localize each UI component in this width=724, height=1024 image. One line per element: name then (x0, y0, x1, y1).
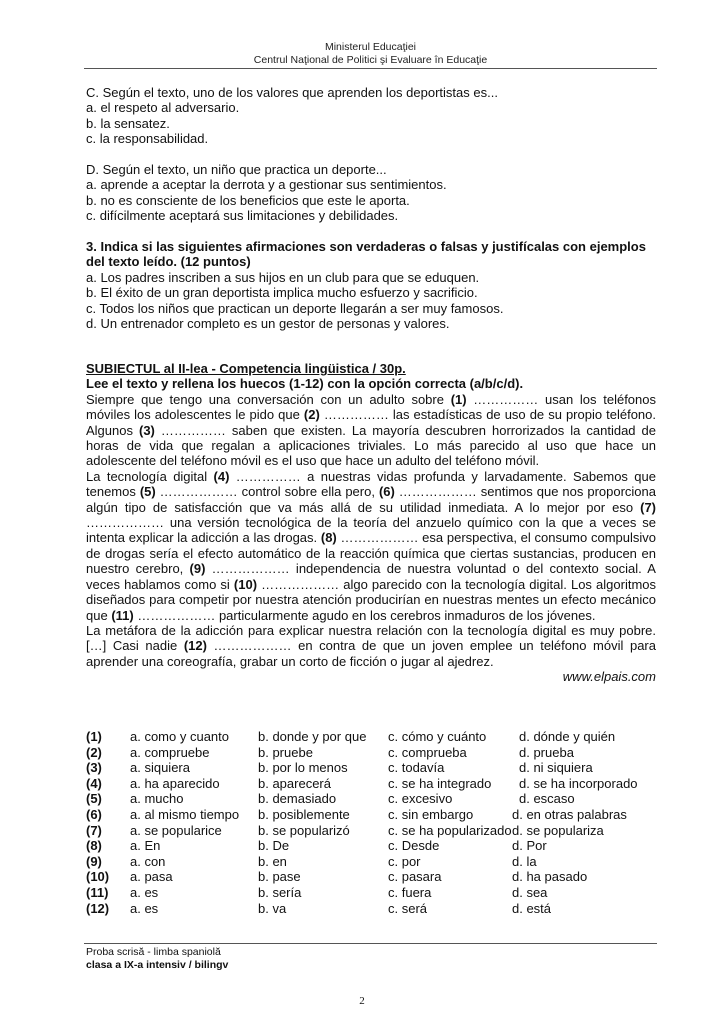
option-b: b. De (258, 838, 290, 854)
source-citation: www.elpais.com (562, 669, 656, 685)
comprehension-section (86, 85, 656, 331)
option-b: b. va (258, 900, 287, 916)
gap-11-label: (11) (111, 607, 134, 623)
text-run: ……………… algo parecido con la tecnología digital. Los algoritmos diseñados para competir por nuestra atención producirían en nuestras mentes un efecto mecánico que (86, 576, 656, 623)
linguistic-section (86, 361, 656, 685)
gap-5-label: (5) (139, 484, 156, 500)
gap-number: (1) (86, 729, 102, 744)
page-header (84, 41, 657, 67)
option-b: b. aparecerá (258, 775, 331, 791)
option-a: a. con (130, 853, 166, 869)
options-row-8 (86, 838, 666, 854)
option-a: a. como y cuanto (130, 729, 229, 744)
gap-10-label: (10) (233, 576, 258, 592)
options-row-10 (86, 869, 666, 885)
option-d: d. se populariza (512, 822, 604, 838)
option-b: b. por lo menos (258, 760, 348, 776)
gap-1-label: (1) (450, 391, 467, 407)
options-row-11 (86, 885, 666, 901)
gap-12-label: (12) (183, 638, 207, 654)
exercise-3-statement-b: b. El éxito de un gran deportista implica mucho esfuerzo y sacrificio. (86, 285, 478, 301)
option-b: b. se popularizó (258, 822, 350, 838)
text-run: ……………… en contra de que un joven emplee un teléfono móvil para aprender una coreografía, grabar un corto de ficción o jugar al ajedrez. (86, 638, 656, 669)
option-d: d. dónde y quién (519, 729, 616, 744)
options-row-1 (86, 729, 666, 745)
footer-exam-name: Proba scrisă - limba spaniolă (86, 946, 221, 958)
option-d: d. está (512, 900, 552, 916)
text-run: ……………… independencia de nuestra voluntad o del contexto social. A veces hablamos como si (86, 561, 656, 592)
text-run: La tecnología digital (86, 468, 214, 484)
gap-number: (3) (86, 760, 102, 776)
footer-divider (84, 943, 657, 944)
option-c: c. todavía (388, 760, 445, 776)
question-c-option-a: a. el respeto al adversario. (86, 100, 240, 116)
options-row-5 (86, 791, 666, 807)
option-d: d. prueba (519, 744, 574, 760)
option-a: a. al mismo tiempo (130, 806, 240, 822)
option-a: a. es (130, 884, 159, 900)
gap-6-label: (6) (378, 484, 395, 500)
exercise-3 (86, 239, 656, 331)
gap-3-label: (3) (139, 422, 155, 438)
text-run: ……………… particularmente agudo en los cerebros inmaduros de los jóvenes. (133, 607, 596, 623)
text-run: ……………… control sobre ella pero, (155, 484, 379, 500)
section-instruction: Lee el texto y rellena los huecos (1-12) con la opción correcta (a/b/c/d). (86, 376, 524, 392)
options-row-6 (86, 807, 666, 823)
exercise-3-title: 3. Indica si las siguientes afirmaciones son verdaderas o falsas y justifícalas con ejemplos del texto leído. (12 puntos) (86, 239, 646, 270)
option-b: b. donde y por que (258, 729, 367, 744)
option-b: b. en (258, 853, 287, 869)
text-run: La metáfora de la adicción para explicar nuestra relación con la tecnología digital es muy pobre. […] Casi nadie (86, 622, 656, 654)
text-run: ……………… sentimos que nos proporciona algún tipo de satisfacción que va más allá de su utilidad inmediata. A lo mejor por eso (86, 484, 656, 515)
cloze-paragraph-3 (86, 623, 656, 669)
option-a: a. es (130, 900, 159, 916)
options-row-12 (86, 901, 666, 917)
option-b: b. demasiado (258, 791, 337, 807)
text-run: …………… usan los teléfonos móviles los adolescentes le pido que (86, 391, 656, 423)
text-run: Siempre que tengo una conversación con un adulto sobre (86, 391, 451, 407)
option-c: c. por (388, 853, 421, 869)
gap-number: (8) (86, 838, 102, 854)
header-ministry: Ministerul Educaţiei (324, 41, 417, 53)
question-d (86, 162, 656, 224)
gap-number: (4) (86, 775, 102, 791)
gap-9-label: (9) (189, 561, 206, 577)
option-c: c. se ha integrado (388, 775, 492, 791)
footer-class: clasa a IX-a intensiv / bilingv (86, 958, 229, 971)
exercise-3-statement-d: d. Un entrenador completo es un gestor de personas y valores. (86, 316, 450, 332)
exercise-3-statement-a: a. Los padres inscriben a sus hijos en un club para que se eduquen. (86, 269, 480, 285)
text-run: …………… las estadísticas de uso de su propio teléfono. Algunos (86, 407, 657, 438)
gap-number: (9) (86, 853, 102, 869)
header-center: Centrul Naţional de Politici şi Evaluare în Educaţie (253, 54, 488, 66)
option-d: d. escaso (519, 791, 575, 807)
option-d: d. ha pasado (512, 869, 588, 885)
question-c-option-c: c. la responsabilidad. (86, 131, 209, 147)
option-a: a. compruebe (130, 744, 210, 760)
option-c: c. cómo y cuánto (388, 729, 487, 744)
header-divider (84, 68, 657, 69)
option-d: d. Por (512, 838, 547, 854)
option-d: d. se ha incorporado (519, 775, 638, 791)
options-row-9 (86, 854, 666, 870)
gap-number: (10) (86, 869, 110, 885)
question-c-option-b: b. la sensatez. (86, 115, 170, 131)
option-c: c. fuera (388, 884, 432, 900)
exercise-3-statement-c: c. Todos los niños que practican un deporte llegarán a ser muy famosos. (86, 300, 504, 316)
option-a: a. pasa (130, 869, 173, 885)
option-a: a. ha aparecido (130, 775, 220, 791)
answer-options-table (86, 729, 666, 916)
option-b: b. pruebe (258, 744, 313, 760)
question-d-stem: D. Según el texto, un niño que practica un deporte... (86, 162, 387, 178)
option-b: b. posiblemente (258, 806, 350, 822)
option-c: c. se ha popularizado (388, 822, 512, 838)
option-c: c. pasara (388, 869, 442, 885)
text-run: ……………… esa perspectiva, el consumo compulsivo de drogas sería el efecto automático de la reacción química que ciertas sustancias, producen en nuestro cerebro, (86, 530, 656, 577)
option-c: c. excesivo (388, 791, 453, 807)
question-d-option-b: b. no es consciente de los beneficios que este le aporta. (86, 192, 410, 208)
option-c: c. Desde (388, 838, 440, 854)
option-d: d. en otras palabras (512, 806, 627, 822)
text-run: …………… a nuestras vidas profunda y larvadamente. Sabemos que tenemos (86, 468, 656, 500)
text-run: …………… saben que existen. La mayoría descubren horrorizados la cantidad de horas de vida que regalan a aplicaciones triviales. Lo más parecido al uso que hace un adolescente del teléfono móvil es el uso que hace un adulto del teléfono móvil. (86, 422, 656, 469)
option-d: d. la (512, 853, 537, 869)
gap-2-label: (2) (303, 407, 320, 423)
question-d-option-a: a. aprende a aceptar la derrota y a gestionar sus sentimientos. (86, 177, 447, 193)
gap-number: (5) (86, 791, 102, 807)
gap-number: (2) (86, 744, 102, 760)
option-c: c. sin embargo (388, 806, 474, 822)
question-c (86, 85, 656, 147)
gap-4-label: (4) (213, 468, 230, 484)
question-c-stem: C. Según el texto, uno de los valores que aprenden los deportistas es... (86, 85, 498, 100)
cloze-paragraph-1 (86, 392, 656, 469)
option-d: d. sea (512, 884, 548, 900)
gap-number: (7) (86, 822, 102, 838)
options-row-3 (86, 760, 666, 776)
cloze-paragraph-2 (86, 469, 656, 623)
option-a: a. mucho (130, 791, 184, 807)
option-d: d. ni siquiera (519, 760, 593, 776)
section-heading: SUBIECTUL al II-lea - Competencia lingüistica / 30p. (86, 361, 406, 376)
page-number: 2 (359, 995, 365, 1007)
options-row-7 (86, 823, 666, 839)
gap-number: (6) (86, 806, 102, 822)
option-c: c. comprueba (388, 744, 467, 760)
gap-number: (12) (86, 900, 110, 916)
option-c: c. será (388, 900, 428, 916)
gap-7-label: (7) (640, 499, 656, 515)
option-a: a. se popularice (130, 822, 222, 838)
gap-number: (11) (86, 884, 109, 900)
question-d-option-c: c. difícilmente aceptará sus limitaciones y debilidades. (86, 208, 399, 224)
text-run: ……………… una versión tecnológica de la teoría del anzuelo químico con la que a veces se intenta explicar la adicción a las drogas. (86, 515, 656, 546)
option-a: a. En (130, 838, 161, 854)
page-footer (86, 946, 228, 971)
options-row-2 (86, 745, 666, 761)
option-b: b. sería (258, 884, 302, 900)
option-b: b. pase (258, 869, 301, 885)
gap-8-label: (8) (320, 530, 337, 546)
option-a: a. siquiera (130, 760, 190, 776)
options-row-4 (86, 776, 666, 792)
